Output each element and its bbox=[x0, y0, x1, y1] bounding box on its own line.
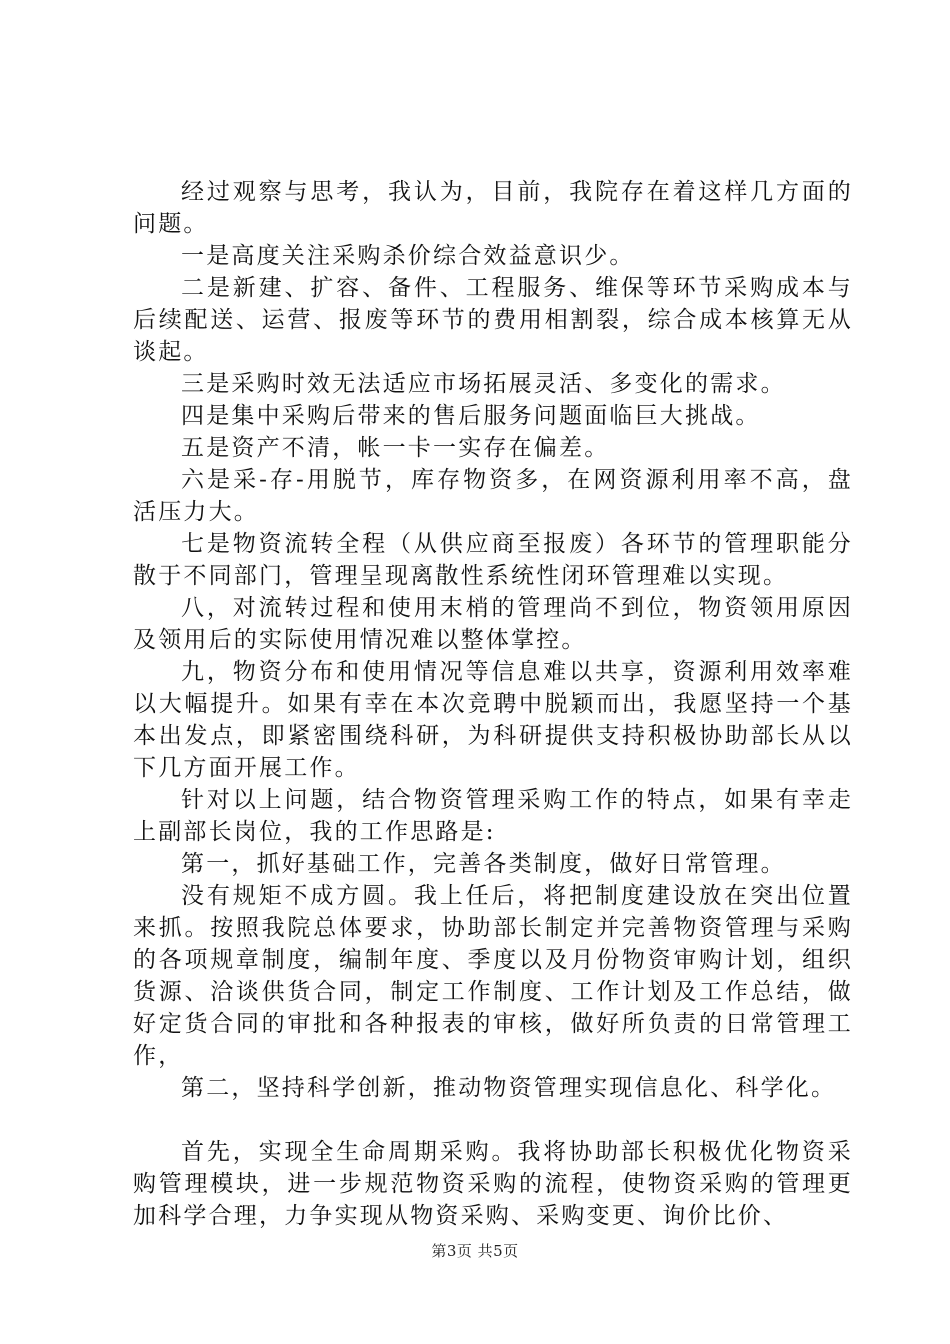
paragraph-first-point: 第一，抓好基础工作，完善各类制度，做好日常管理。 bbox=[181, 851, 786, 877]
paragraph-issue-9: 九，物资分布和使用情况等信息难以共享，资源利用效率难以大幅提升。如果有幸在本次竞聘中脱颖而出，我愿坚持一个基本出发点，即紧密围绕科研，为科研提供支持积极协助部长从以下几方面开展工作。 bbox=[133, 659, 853, 781]
paragraph-lifecycle-procurement: 首先，实现全生命周期采购。我将协助部长积极优化物资采购管理模块，进一步规范物资采购的流程，使物资采购的管理更加科学合理，力争实现从物资采购、采购变更、询价比价、 bbox=[133, 1139, 853, 1229]
paragraph-intro: 经过观察与思考，我认为，目前，我院存在着这样几方面的问题。 bbox=[133, 179, 853, 237]
page-footer: 第3页 共5页 bbox=[431, 1242, 519, 1260]
paragraph-issue-3: 三是采购时效无法适应市场拓展灵活、多变化的需求。 bbox=[181, 371, 786, 397]
paragraph-issue-4: 四是集中采购后带来的售后服务问题面临巨大挑战。 bbox=[181, 403, 761, 429]
paragraph-work-approach: 针对以上问题，结合物资管理采购工作的特点，如果有幸走上副部长岗位，我的工作思路是: bbox=[133, 787, 853, 845]
paragraph-issue-2: 二是新建、扩容、备件、工程服务、维保等环节采购成本与后续配送、运营、报废等环节的费用相割裂，综合成本核算无从谈起。 bbox=[133, 275, 853, 365]
paragraph-second-point: 第二，坚持科学创新，推动物资管理实现信息化、科学化。 bbox=[181, 1075, 837, 1101]
paragraph-issue-5: 五是资产不清，帐一卡一实存在偏差。 bbox=[181, 435, 610, 461]
paragraph-issue-1: 一是高度关注采购杀价综合效益意识少。 bbox=[181, 243, 635, 269]
body-text bbox=[133, 176, 853, 1232]
paragraph-regulations: 没有规矩不成方圆。我上任后，将把制度建设放在突出位置来抓。按照我院总体要求，协助部长制定并完善物资管理与采购的各项规章制度，编制年度、季度以及月份物资审购计划，组织货源、洽谈供货合同，制定工作制度、工作计划及工作总结，做好定货合同的审批和各种报表的审核，做好所负责的日常管理工作， bbox=[133, 883, 853, 1069]
paragraph-issue-6: 六是采-存-用脱节，库存物资多，在网资源利用率不高，盘活压力大。 bbox=[133, 467, 853, 525]
paragraph-issue-7: 七是物资流转全程（从供应商至报废）各环节的管理职能分散于不同部门，管理呈现离散性系统性闭环管理难以实现。 bbox=[133, 531, 853, 589]
paragraph-issue-8: 八，对流转过程和使用末梢的管理尚不到位，物资领用原因及领用后的实际使用情况难以整体掌控。 bbox=[133, 595, 853, 653]
